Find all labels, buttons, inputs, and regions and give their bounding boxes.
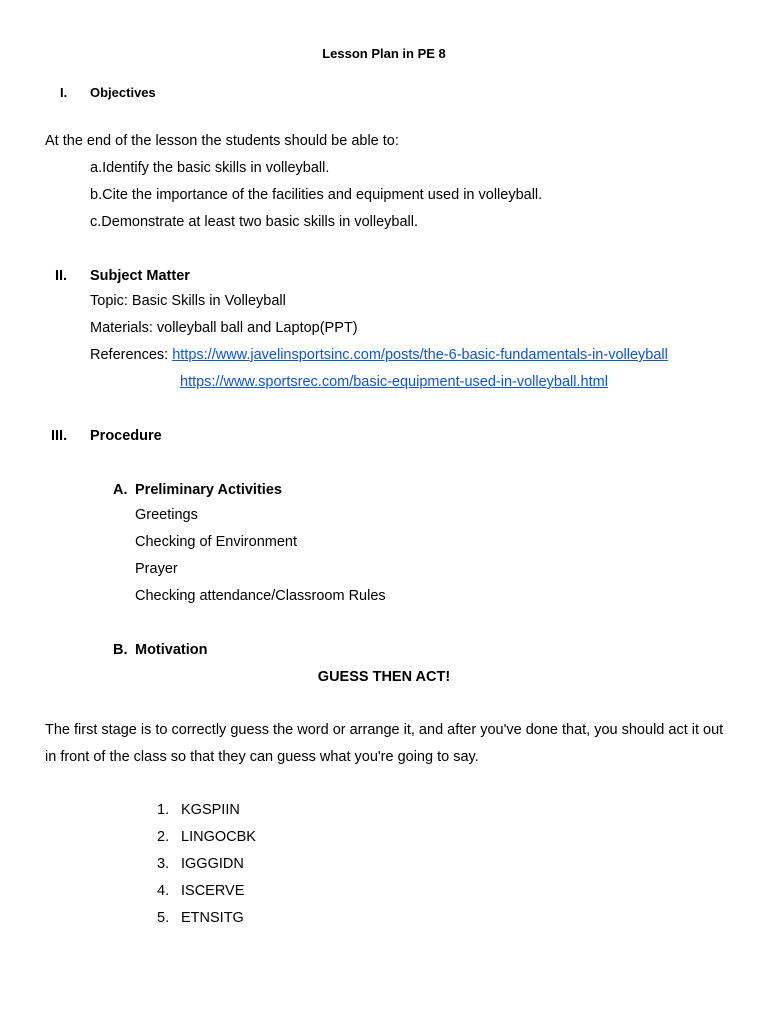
objective-item: b.Cite the importance of the facilities and equipment used in volleyball. (90, 187, 543, 203)
subject-matter-numeral: II. (55, 268, 68, 284)
materials-line: Materials: volleyball ball and Laptop(PPT) (90, 320, 358, 336)
subject-matter-heading: Subject Matter (90, 268, 190, 284)
preliminary-item: Greetings (135, 507, 198, 523)
preliminary-item: Checking of Environment (135, 534, 297, 550)
objectives-heading: Objectives (90, 85, 156, 100)
preliminary-heading: Preliminary Activities (135, 482, 282, 498)
objective-item: a.Identify the basic skills in volleyball. (90, 160, 330, 176)
objectives-numeral: I. (60, 85, 68, 100)
reference-link[interactable]: https://www.javelinsportsinc.com/posts/the-6-basic-fundamentals-in-volleyball (172, 347, 668, 363)
activity-description: The first stage is to correctly guess the word or arrange it, and after you've done that, you should act it out in front of the class so that they can guess what you're going to say. (45, 722, 724, 765)
scrambled-word: KGSPIIN (181, 802, 240, 818)
word-number: 1. (157, 802, 170, 818)
procedure-heading: Procedure (90, 428, 162, 444)
preliminary-letter: A. (113, 482, 128, 498)
topic-line: Topic: Basic Skills in Volleyball (90, 293, 286, 309)
scrambled-word: LINGOCBK (181, 829, 256, 845)
page-title: Lesson Plan in PE 8 (322, 46, 446, 61)
preliminary-item: Prayer (135, 561, 178, 577)
reference-link[interactable]: https://www.sportsrec.com/basic-equipment-used-in-volleyball.html (180, 374, 608, 390)
references-line (90, 346, 668, 364)
word-number: 2. (157, 829, 170, 845)
preliminary-item: Checking attendance/Classroom Rules (135, 588, 386, 604)
procedure-numeral: III. (51, 428, 68, 444)
scrambled-word: ISCERVE (181, 883, 245, 899)
scrambled-word: IGGGIDN (181, 856, 244, 872)
objective-item: c.Demonstrate at least two basic skills in volleyball. (90, 214, 418, 230)
word-number: 4. (157, 883, 170, 899)
motivation-heading: Motivation (135, 642, 208, 658)
motivation-letter: B. (113, 642, 128, 658)
objectives-intro: At the end of the lesson the students should be able to: (45, 133, 399, 149)
word-number: 5. (157, 910, 170, 926)
activity-title: GUESS THEN ACT! (317, 669, 451, 685)
word-number: 3. (157, 856, 170, 872)
references-label: References: (90, 347, 173, 363)
scrambled-word: ETNSITG (181, 910, 244, 926)
